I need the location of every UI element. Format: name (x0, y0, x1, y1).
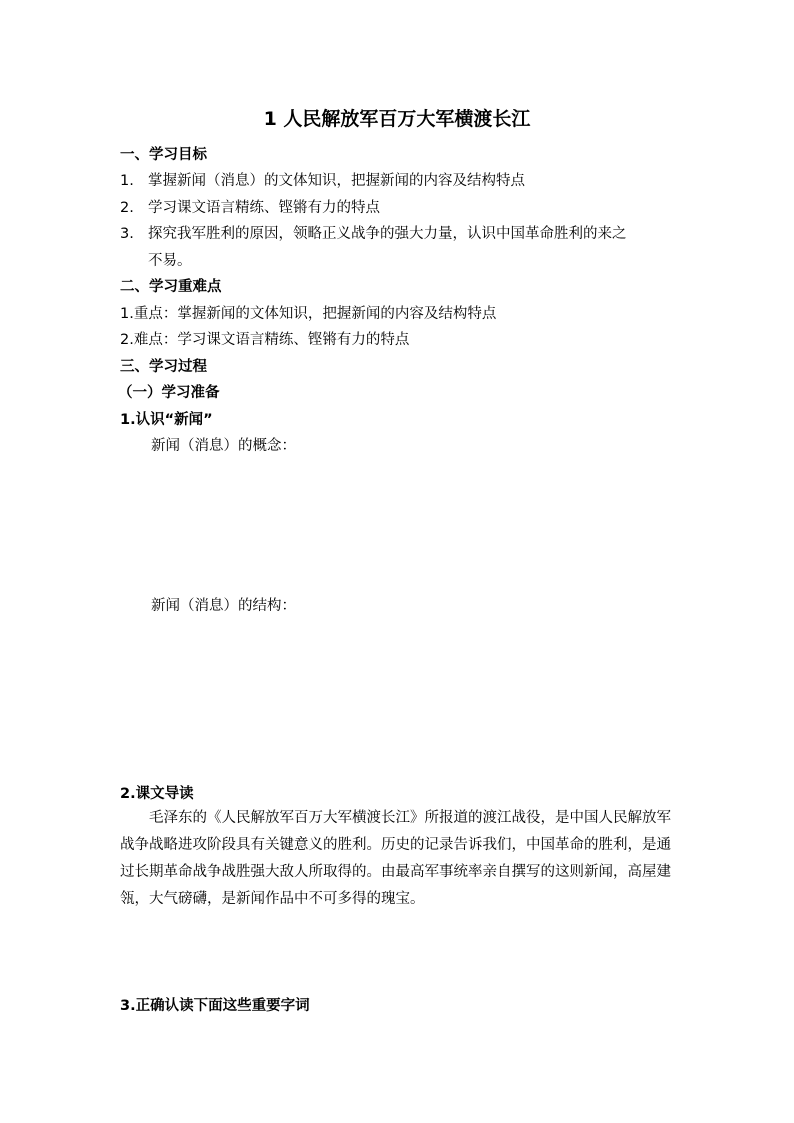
item-heading-vocabulary: 3.正确认读下面这些重要字词 (120, 998, 310, 1014)
goal-number: 3. (120, 226, 134, 242)
goal-item-1 (120, 171, 525, 191)
item-heading-news: 1.认识“新闻” (120, 412, 213, 428)
goal-text: 探究我军胜利的原因，领略正义战争的强大力量，认识中国革命胜利的来之 (148, 226, 627, 242)
subsection-heading-preparation: （一）学习准备 (118, 385, 220, 401)
news-concept-prompt: 新闻（消息）的概念： (151, 438, 296, 454)
section-heading-key-points: 二、学习重难点 (120, 279, 222, 295)
goal-text: 掌握新闻（消息）的文体知识，把握新闻的内容及结构特点 (148, 173, 525, 189)
section-heading-goals: 一、学习目标 (120, 147, 207, 163)
section-heading-process: 三、学习过程 (120, 359, 207, 375)
item-heading-reading-guide: 2.课文导读 (120, 786, 194, 802)
document-title: 1 人民解放军百万大军横渡长江 (263, 108, 531, 130)
goal-item-3 (120, 224, 627, 244)
goal-text: 学习课文语言精练、铿锵有力的特点 (148, 200, 380, 216)
reading-guide-text: 毛泽东的《人民解放军百万大军横渡长江》所报道的渡江战役，是中国人民解放军战争战略进攻阶段具有关键意义的胜利。历史的记录告诉我们，中国革命的胜利，是通过长期革命战争战胜强大敌人所取得的。由最高军事统率亲自撰写的这则新闻，高屋建瓴，大气磅礴，是新闻作品中不可多得的瑰宝。 (120, 810, 671, 907)
difficulty-item: 2.难点：学习课文语言精练、铿锵有力的特点 (120, 332, 410, 348)
key-point-item: 1.重点：掌握新闻的文体知识，把握新闻的内容及结构特点 (120, 306, 497, 322)
goal-number: 1. (120, 173, 134, 189)
goal-number: 2. (120, 200, 134, 216)
reading-guide-paragraph (120, 805, 676, 913)
goal-item-2 (120, 198, 380, 218)
news-structure-prompt: 新闻（消息）的结构： (151, 598, 296, 614)
goal-item-3-continuation: 不易。 (148, 253, 192, 269)
